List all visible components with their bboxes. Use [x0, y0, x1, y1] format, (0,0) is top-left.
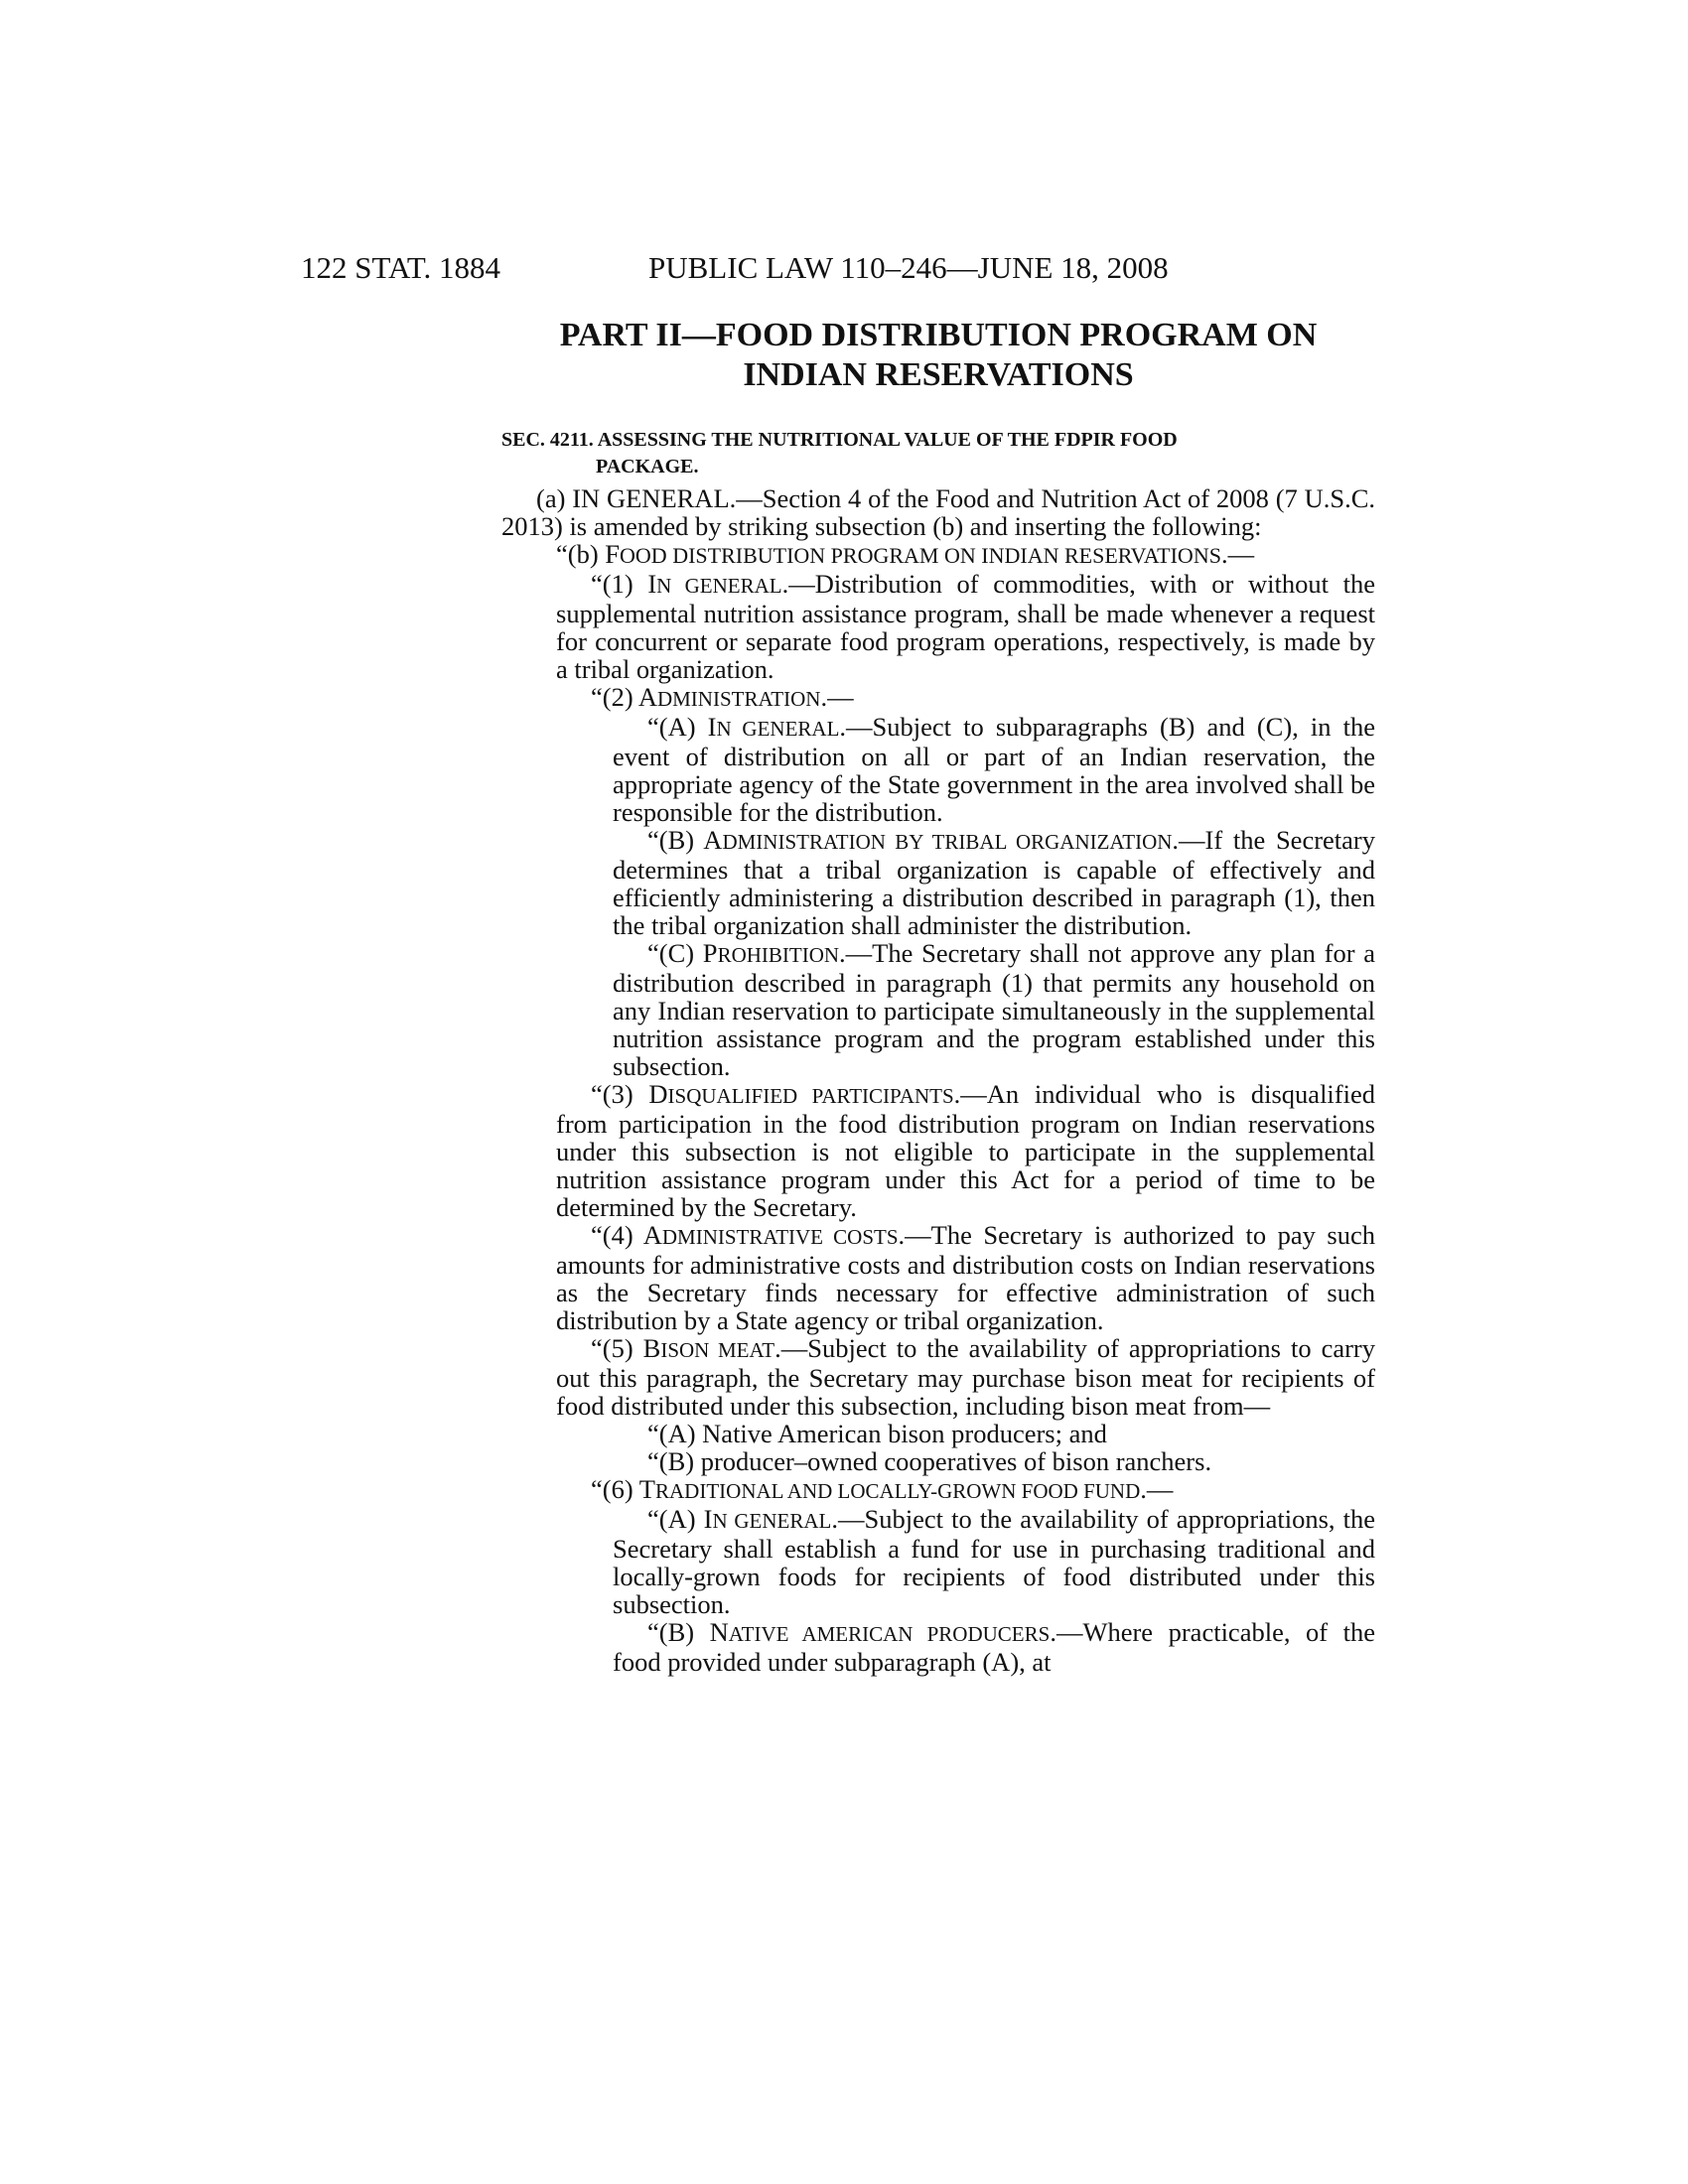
paragraph-2b-text: .—If the Secretary determines that a tribal organization is capable of effectively and efficiently administering a distribution described in paragraph (1), then the tribal organization shall administer the distribution.: [613, 825, 1375, 940]
part-title-line1: PART II—FOOD DISTRIBUTION PROGRAM ON: [559, 317, 1318, 353]
paragraph-1: [501, 570, 1375, 683]
paragraph-4: [501, 1221, 1375, 1334]
section-heading-line2: PACKAGE.: [596, 456, 699, 478]
public-law-line: PUBLIC LAW 110–246—JUNE 18, 2008: [648, 250, 1169, 285]
page-header: [301, 248, 1373, 288]
paragraph-2b-prefix: “(B) A: [647, 825, 723, 855]
paragraph-2a-text: .—Subject to subparagraphs (B) and (C), in the event of distribution on all or part of an Indian reservation, the appropriate agency of the State government in the area involved shall be responsible for the distribution.: [613, 712, 1376, 827]
paragraph-2c-heading: ROHIBITION: [717, 943, 840, 967]
section-heading: [501, 427, 1375, 480]
paragraph-6a-heading: N GENERAL: [712, 1509, 832, 1533]
paragraph-6b-prefix: “(B) N: [647, 1617, 729, 1647]
paragraph-3-prefix: “(3) D: [591, 1079, 668, 1109]
paragraph-6a: [501, 1505, 1375, 1618]
paragraph-3: [501, 1080, 1375, 1221]
paragraph-1-heading: N GENERAL: [656, 574, 782, 598]
paragraph-2a-prefix: “(A) I: [647, 712, 717, 742]
part-title: [501, 316, 1375, 395]
subsection-b-suffix: .—: [1220, 539, 1255, 569]
paragraph-2b-heading: DMINISTRATION BY TRIBAL ORGANIZATION: [722, 830, 1173, 854]
paragraph-5b: “(B) producer–owned cooperatives of bison ranchers.: [647, 1446, 1212, 1476]
paragraph-5-text: .—Subject to the availability of appropriations to carry out this paragraph, the Secretary may purchase bison meat for recipients of food distributed under this subsection, including bison meat from—: [556, 1333, 1375, 1421]
paragraph-5: [501, 1334, 1375, 1420]
paragraph-2a-heading: N GENERAL: [716, 717, 840, 741]
paragraph-2-prefix: “(2) A: [591, 682, 657, 712]
paragraph-6a-prefix: “(A) I: [647, 1504, 713, 1534]
paragraph-6-heading: RADITIONAL AND LOCALLY-GROWN FOOD FUND: [655, 1479, 1141, 1503]
paragraph-3-heading: ISQUALIFIED PARTICIPANTS: [667, 1084, 954, 1108]
paragraph-a-text: .—Section 4 of the Food and Nutrition Act of 2008 (7 U.S.C. 2013) is amended by striking subsection (b) and inserting the following:: [501, 483, 1375, 541]
paragraph-2c: [501, 939, 1375, 1080]
paragraph-6b-heading: ATIVE AMERICAN PRODUCERS: [728, 1622, 1051, 1646]
paragraph-2a: [501, 713, 1375, 826]
paragraph-2: [501, 683, 1375, 713]
subsection-b: [501, 540, 1375, 570]
paragraph-3-text: .—An individual who is disqualified from participation in the food distribution program on Indian reservations under this subsection is not eligible to participate in the supplemental nutrition assistance program under this Act for a period of time to be determined by the Secretary.: [556, 1079, 1375, 1222]
stat-page-number: 122 STAT. 1884: [301, 250, 501, 285]
paragraph-1-text: .—Distribution of commodities, with or without the supplemental nutrition assistance program, shall be made whenever a request for concurrent or separate food program operations, respectively, is made by a tribal organization.: [556, 569, 1375, 684]
section-heading-line1: SEC. 4211. ASSESSING THE NUTRITIONAL VALUE OF THE FDPIR FOOD: [501, 429, 1178, 451]
paragraph-6: [501, 1475, 1375, 1505]
paragraph-6b-text: .—Where practicable, of the food provided under subparagraph (A), at: [613, 1617, 1375, 1677]
subsection-b-prefix: “(b) F: [556, 539, 621, 569]
paragraph-4-prefix: “(4) A: [591, 1220, 662, 1250]
paragraph-2c-prefix: “(C) P: [647, 938, 718, 968]
paragraph-5-heading: ISON MEAT: [660, 1338, 775, 1362]
paragraph-6a-text: .—Subject to the availability of appropriations, the Secretary shall establish a fund for use in purchasing traditional and locally-grown foods for recipients of food distributed under this subsection.: [613, 1504, 1375, 1619]
document-body: [501, 484, 1375, 1676]
paragraph-4-text: .—The Secretary is authorized to pay such amounts for administrative costs and distribution costs on Indian reservations as the Secretary finds necessary for effective administration of such distribution by a State agency or tribal organization.: [556, 1220, 1375, 1335]
paragraph-2-heading: DMINISTRATION: [656, 687, 821, 711]
paragraph-5-prefix: “(5) B: [591, 1333, 661, 1363]
paragraph-6-prefix: “(6) T: [591, 1474, 655, 1504]
paragraph-2c-text: .—The Secretary shall not approve any plan for a distribution described in paragraph (1) that permits any household on any Indian reservation to participate simultaneously in the supplemental nutrition assistance program and the program established under this subsection.: [613, 938, 1376, 1081]
paragraph-6b: [501, 1618, 1375, 1676]
paragraph-4-heading: DMINISTRATIVE COSTS: [661, 1225, 899, 1249]
paragraph-6-suffix: .—: [1140, 1474, 1174, 1504]
paragraph-a-cap: N: [581, 483, 601, 513]
part-title-line2: INDIAN RESERVATIONS: [743, 356, 1134, 393]
paragraph-1-prefix: “(1) I: [591, 569, 657, 599]
paragraph-a: [501, 484, 1375, 540]
paragraph-2-suffix: .—: [820, 682, 854, 712]
paragraph-2b: [501, 826, 1375, 939]
paragraph-a-label: (a) I: [536, 483, 582, 513]
paragraph-a-heading: GENERAL: [606, 483, 730, 513]
subsection-b-heading: OOD DISTRIBUTION PROGRAM ON INDIAN RESERVATIONS: [620, 543, 1221, 568]
paragraph-5a: “(A) Native American bison producers; and: [647, 1419, 1107, 1448]
